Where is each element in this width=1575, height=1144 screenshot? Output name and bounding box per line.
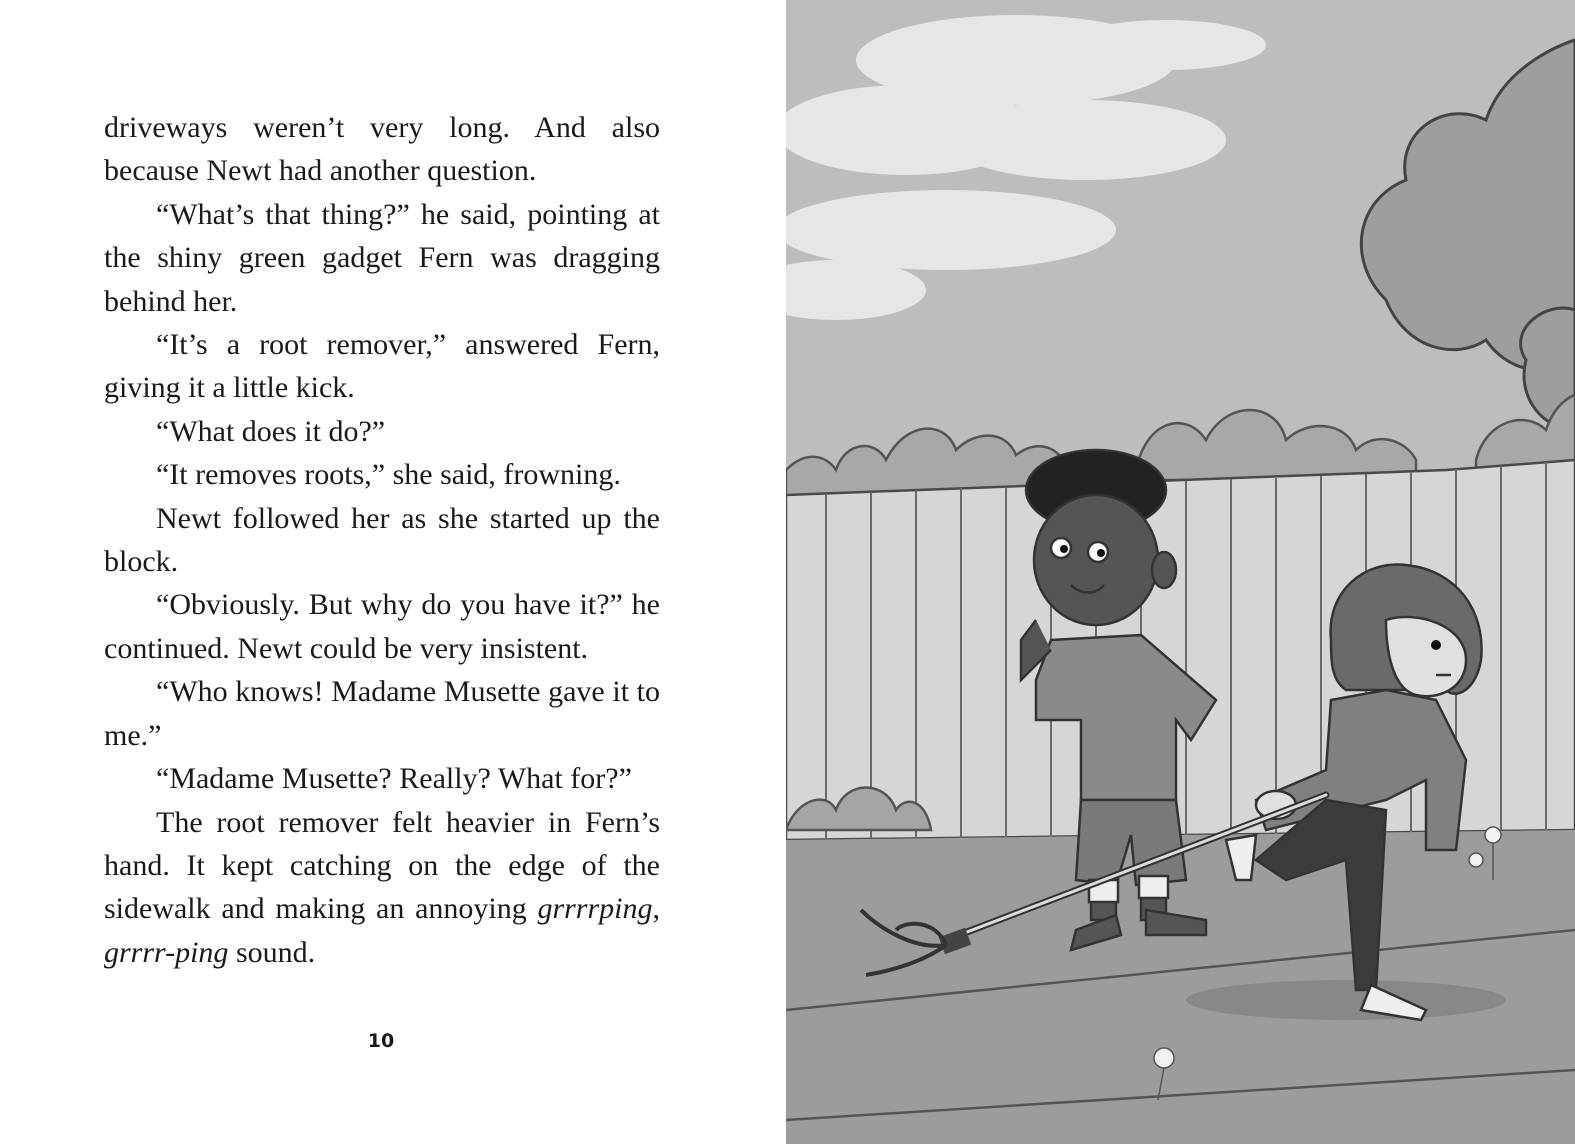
page-number: 10 — [367, 1030, 395, 1052]
paragraph — [104, 323, 660, 410]
paragraph — [104, 801, 660, 975]
story-text — [104, 106, 660, 974]
paragraph-text: “Madame Musette? Really? What for?” — [156, 762, 632, 796]
italic-text: grrrr-ping — [104, 935, 229, 969]
paragraph-text: “Obviously. But why do you have it?” he continued. Newt could be very insistent. — [104, 588, 660, 665]
paragraph-text: “It’s a root remover,” answered Fern, giving it a little kick. — [104, 328, 660, 405]
paragraph — [104, 670, 660, 757]
paragraph — [104, 497, 660, 584]
paragraph — [104, 410, 660, 453]
illustration-svg — [786, 0, 1575, 1144]
paragraph-text: Newt followed her as she started up the block. — [104, 501, 660, 579]
paragraph — [104, 193, 660, 323]
paragraph-text: “Who knows! Madame Musette gave it to me.” — [104, 675, 660, 752]
text-page — [0, 0, 786, 1144]
paragraph-text: “What’s that thing?” he said, pointing at the shiny green gadget Fern was dragging behind her. — [104, 197, 660, 318]
paragraph-text: driveways weren’t very long. And also because Newt had another question. — [104, 111, 660, 188]
paragraph-text: “What does it do?” — [156, 414, 386, 448]
paragraph-text: The root remover felt heavier in Fern’s hand. It kept catching on the edge of the sidewalk and making an annoying — [104, 805, 660, 926]
paragraph-text: “It removes roots,” she said, frowning. — [156, 458, 621, 492]
paragraph-text: , — [652, 892, 660, 926]
italic-text: grrrrping — [537, 892, 653, 926]
paragraph-text: sound. — [228, 935, 316, 969]
paragraph — [104, 757, 660, 800]
paragraph — [104, 583, 660, 670]
paragraph — [104, 106, 660, 193]
story-illustration — [786, 0, 1575, 1144]
paragraph — [104, 453, 660, 496]
